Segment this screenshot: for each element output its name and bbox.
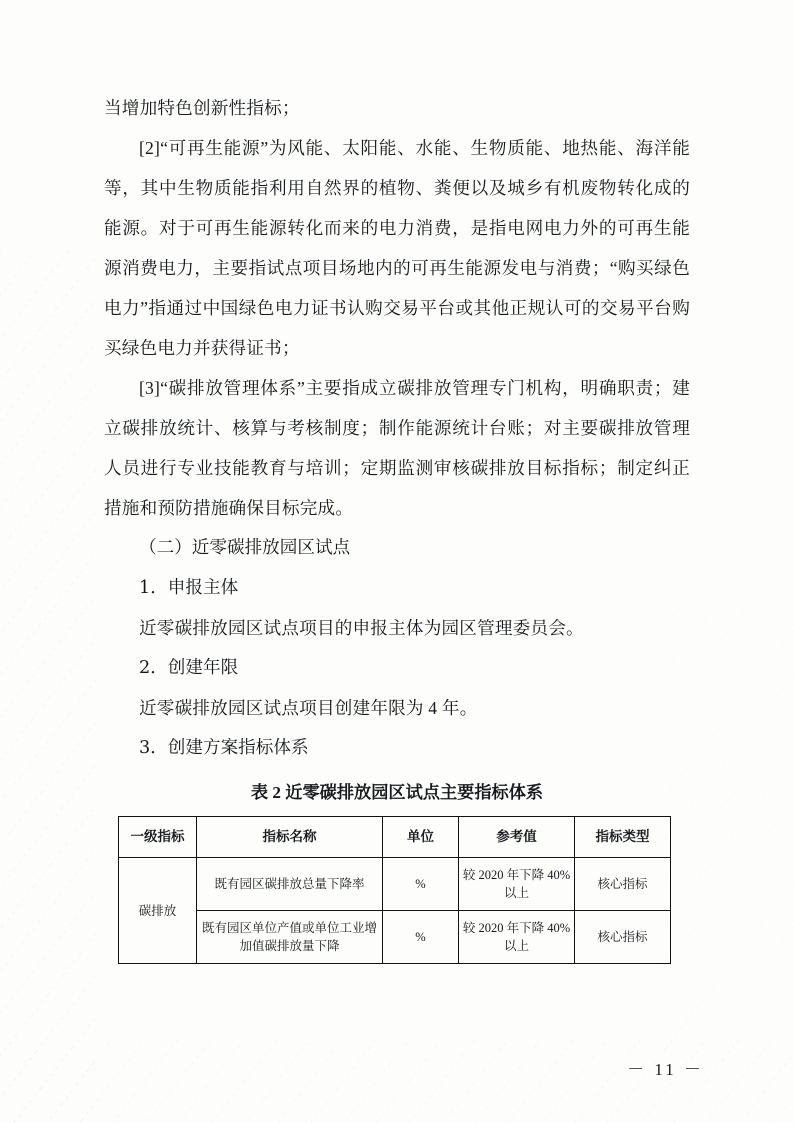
table-header-cell-0: 一级指标: [119, 817, 197, 858]
subsection-1-heading: 1．申报主体: [139, 578, 239, 598]
table-header-cell-2: 单位: [383, 817, 459, 858]
table-header-row: [119, 817, 671, 858]
table-cell-name: 既有园区碳排放总量下降率: [197, 858, 383, 911]
document-body: [104, 88, 690, 964]
subsection-3-heading: 3．创建方案指标体系: [139, 738, 309, 758]
table-cell-unit: %: [383, 858, 459, 911]
paragraph-continuation: 当增加特色创新性指标；: [104, 98, 300, 118]
page-number: － 11 －: [627, 1060, 704, 1079]
section-heading: （二）近零碳排放园区试点: [139, 538, 351, 558]
table-header-cell-4: 指标类型: [575, 817, 671, 858]
table-cell-type: 核心指标: [575, 911, 671, 964]
table-cell-name: 既有园区单位产值或单位工业增加值碳排放量下降: [197, 911, 383, 964]
subsection-2-heading: 2．创建年限: [139, 658, 239, 678]
paragraph-note-2: [2]“可再生能源”为风能、太阳能、水能、生物质能、地热能、海洋能等，其中生物质能指利用自然界的植物、粪便以及城乡有机废物转化成的能源。对于可再生能源转化而来的电力消费，是指电网电力外的可再生能源消费电力，主要指试点项目场地内的可再生能源发电与消费；“购买绿色电力”指通过中国绿色电力证书认购交易平台或其他正规认可的交易平台购买绿色电力并获得证书；: [104, 138, 690, 358]
indicator-table: [118, 816, 671, 964]
table-cell-category: 碳排放: [119, 858, 197, 964]
table-cell-reference: 较 2020 年下降 40%以上: [459, 911, 575, 964]
table-row: [119, 858, 671, 911]
table-row: [119, 911, 671, 964]
table-header-cell-3: 参考值: [459, 817, 575, 858]
paragraph-note-3: [3]“碳排放管理体系”主要指成立碳排放管理专门机构，明确职责；建立碳排放统计、核算与考核制度；制作能源统计台账；对主要碳排放管理人员进行专业技能教育与培训；定期监测审核碳排放目标指标；制定纠正措施和预防措施确保目标完成。: [104, 378, 690, 518]
subsection-2-body: 近零碳排放园区试点项目创建年限为 4 年。: [139, 698, 478, 718]
table-cell-reference: 较 2020 年下降 40%以上: [459, 858, 575, 911]
table-cell-unit: %: [383, 911, 459, 964]
table-cell-type: 核心指标: [575, 858, 671, 911]
subsection-1-body: 近零碳排放园区试点项目的申报主体为园区管理委员会。: [139, 618, 584, 638]
table-title: 表 2 近零碳排放园区试点主要指标体系: [250, 783, 544, 802]
table-header-cell-1: 指标名称: [197, 817, 383, 858]
